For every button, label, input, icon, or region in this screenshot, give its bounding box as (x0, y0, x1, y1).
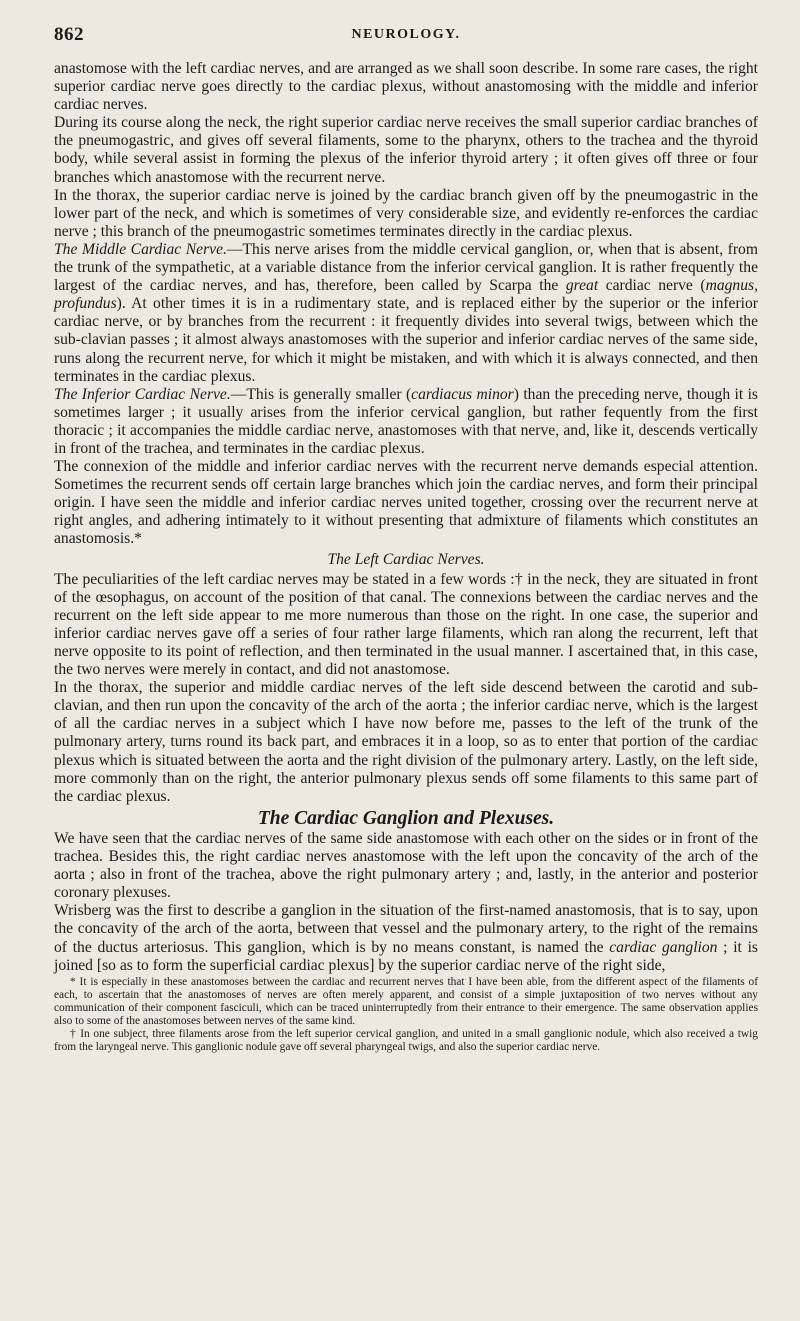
paragraph-inferior-cardiac-nerve (54, 386, 758, 458)
paragraph-text: —This nerve arises from the middle cervical ganglion, or, when that is absent, from the trunk of the sympathetic, at a variable distance from the inferior cervical ganglion. It is rather frequently the largest of the cardiac nerves, and has, therefore, been called by Scarpa the (54, 240, 758, 295)
paragraph: The peculiarities of the left cardiac nerves may be stated in a few words :† in the neck, they are situated in front of the œsophagus, on account of the position of that canal. The connexions between the cardiac nerves and the recurrent on the left side appear to me more numerous than those on the right. In one case, the superior and inferior cardiac nerves gave off a series of four rather large filaments, which ran along the recurrent, left that nerve opposite to its point of reflection, and then terminated in the usual manner. I ascertained that, in this case, the two nerves were merely in contact, and did not anastomose. (54, 570, 758, 679)
emphasis: great (565, 277, 599, 295)
page-number: 862 (54, 24, 84, 45)
paragraph-middle-cardiac-nerve (54, 241, 758, 386)
latin-term: magnus, profundus (54, 277, 758, 313)
running-head: NEUROLOGY. (351, 27, 461, 42)
paragraph-text: Wrisberg was the first to describe a ganglion in the situation of the first-named anastomosis, that is to say, upon the concavity of the arch of the aorta, between that vessel and the pulmonary artery, to the right of the remains of the ductus arteriosus. This ganglion, which is by no means constant, is named the (54, 902, 758, 956)
page-header (54, 24, 758, 50)
paragraph: In the thorax, the superior and middle cardiac nerves of the left side descend between the carotid and sub-clavian, and then run upon the concavity of the arch of the aorta ; the inferior cardiac nerve, which is the largest of all the cardiac nerves in a subject which I have now before me, passes to the left of the trunk of the pulmonary artery, turns round its back part, and embraces it in a loop, so as to enter that portion of the cardiac plexus which is situated between the aorta and the right division of the pulmonary artery. Lastly, on the left side, more commonly than on the right, the anterior pulmonary plexus sends off some filaments to this same part of the cardiac plexus. (54, 679, 758, 805)
paragraph: anastomose with the left cardiac nerves, and are arranged as we shall soon describe. In some rare cases, the right superior cardiac nerve goes directly to the cardiac plexus, without anastomosing with the middle and inferior cardiac nerves. (54, 60, 758, 114)
latin-term: cardiacus minor (411, 385, 514, 403)
paragraph: The connexion of the middle and inferior cardiac nerves with the recurrent nerve demands especial attention. Sometimes the recurrent sends off certain large branches which join the cardiac nerves, and form their principal origin. I have seen the middle and inferior cardiac nerves united together, crossing over the recurrent nerve at right angles, and adhering intimately to it without presenting that admixture of filaments which constitutes an anastomosis.* (54, 458, 758, 548)
paragraph: We have seen that the cardiac nerves of the same side anastomose with each other on the sides or in front of the trachea. Besides this, the right cardiac nerves anastomose with the left upon the concavity of the arch of the aorta ; also in front of the trachea, above the right pulmonary artery ; and, lastly, in the anterior and posterior coronary plexuses. (54, 829, 758, 902)
section-heading: The Cardiac Ganglion and Plexuses. (257, 807, 555, 829)
paragraph-wrisberg (54, 902, 758, 974)
paragraph-lead: The Inferior Cardiac Nerve. (54, 385, 231, 403)
paragraph-text: —This is generally smaller ( (230, 385, 412, 403)
footnotes (54, 976, 758, 1055)
paragraph-text: ). At other times it is in a rudimentary state, and is replaced either by the superior or the inferior cardiac nerve, or by branches from the recurrent : it frequently divides into several twigs, between which the sub-clavian passes ; it almost always anastomoses with the superior and inferior cardiac nerves of the same side, runs along the recurrent nerve, for which it might be mistaken, and with which it is always connected, and then terminates in the cardiac plexus. (54, 295, 758, 385)
footnote: * It is especially in these anastomoses between the cardiac and recurrent nerves that I have been able, from the different aspect of the filaments of each, to ascertain that the anastomoses of nerves are often merely apparent, and consist of a simple juxtaposition of two nerves without any communication of their component fasciculi, which can be traced uninterruptedly from their entrance to their emergence. The same observation applies also to some of the anastomoses between nerves of the same kind. (54, 975, 758, 1027)
paragraph-text: ; it is joined [so as to form the superficial cardiac plexus] by the superior cardiac nerve of the right side, (54, 938, 758, 974)
paragraph: During its course along the neck, the right superior cardiac nerve receives the small superior cardiac branches of the pneumogastric, and gives off several filaments, some to the pharynx, others to the trachea and the thyroid body, while several assist in forming the plexus of the inferior thyroid artery ; it often gives off three or four branches which anastomose with the recurrent nerve. (54, 114, 758, 186)
paragraph-text: cardiac nerve ( (598, 277, 706, 295)
subsection-heading: The Left Cardiac Nerves. (327, 550, 485, 568)
footnote: † In one subject, three filaments arose from the left superior cervical ganglion, and united in a small ganglionic nodule, which also received a twig from the laryngeal nerve. This ganglionic nodule gave off several pharyngeal twigs, and also the superior cardiac nerve. (54, 1028, 758, 1054)
paragraph-text: ) than the preceding nerve, though it is sometimes larger ; it usually arises from the inferior cervical ganglion, but rather fequently from the first thoracic ; it accompanies the middle cardiac nerve, anastomoses with that nerve, and, like it, descends vertically in front of the trachea, and terminates in the cardiac plexus. (54, 385, 758, 457)
paragraph: In the thorax, the superior cardiac nerve is joined by the cardiac branch given off by the pneumogastric in the lower part of the neck, and which is sometimes of very considerable size, and evidently re-enforces the cardiac nerve ; this branch of the pneumogastric sometimes terminates directly in the cardiac plexus. (54, 186, 758, 240)
term: cardiac ganglion (609, 938, 718, 956)
paragraph-lead: The Middle Cardiac Nerve. (54, 240, 227, 258)
body-text (54, 60, 758, 975)
